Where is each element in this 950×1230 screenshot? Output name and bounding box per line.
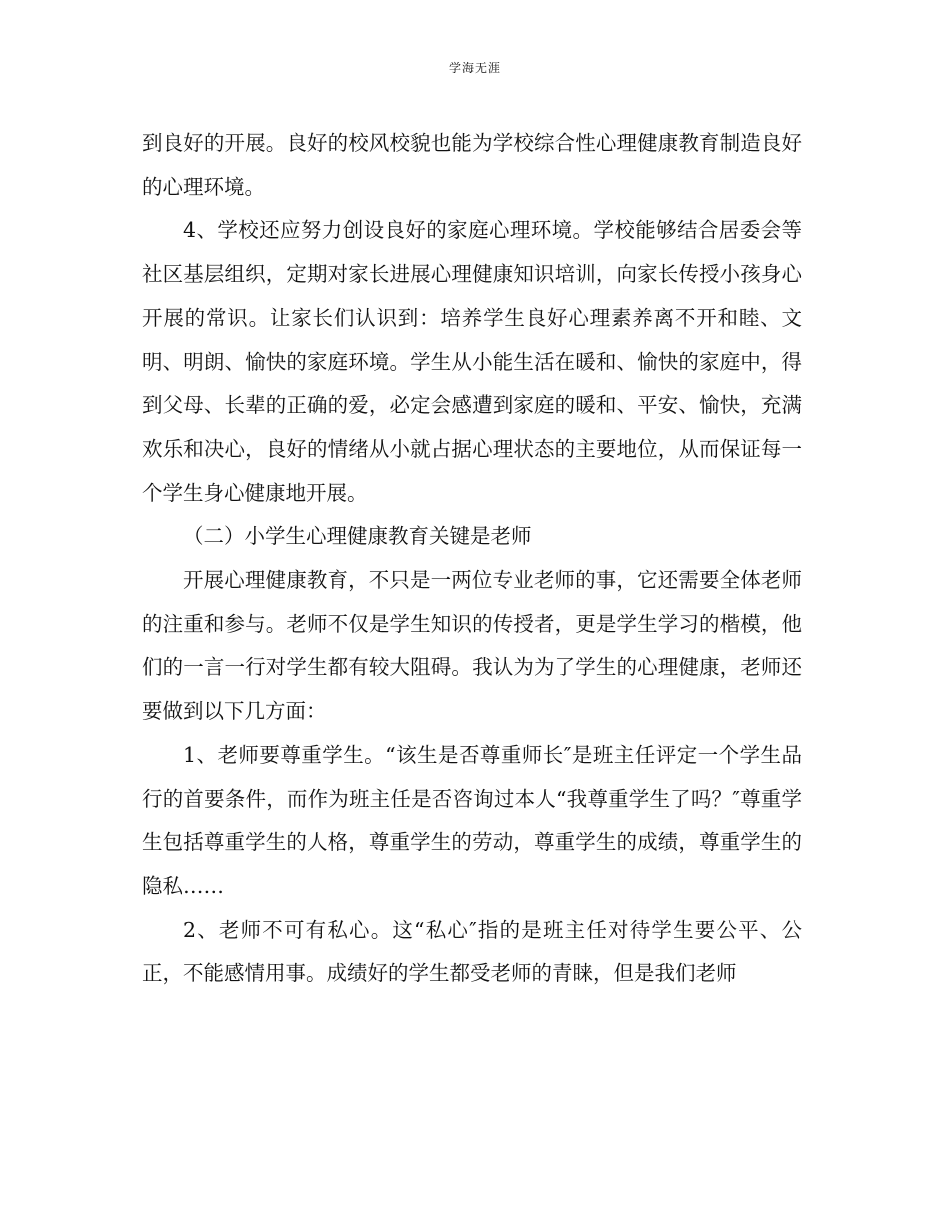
paragraph-5: 2、老师不可有私心。这“私心″指的是班主任对待学生要公平、公正，不能感情用事。成绩好的学生都受老师的青睐，但是我们老师 [142, 917, 802, 986]
paragraph-2: 4、学校还应努力创设良好的家庭心理环境。学校能够结合居委会等社区基层组织，定期对家长进展心理健康知识培训，向家长传授小孩身心开展的常识。让家长们认识到：培养学生良好心理素养离不开和睦、文明、明朗、愉快的家庭环境。学生从小能生活在暖和、愉快的家庭中，得到父母、长辈的正确的爱，必定会感遭到家庭的暖和、平安、愉快，充满欢乐和决心，良好的情绪从小就占据心理状态的主要地位，从而保证每一个学生身心健康地开展。 [142, 218, 802, 505]
document-body [142, 122, 802, 996]
section-heading: （二）小学生心理健康教育关键是老师 [183, 524, 532, 549]
paragraph-1: 到良好的开展。良好的校风校貌也能为学校综合性心理健康教育制造良好的心理环境。 [142, 131, 802, 199]
page-header: 学海无涯 [448, 61, 501, 75]
paragraph-4: 1、老师要尊重学生。“该生是否尊重师长″是班主任评定一个学生品行的首要条件，而作为班主任是否咨询过本人“我尊重学生了吗？″尊重学生包括尊重学生的人格，尊重学生的劳动，尊重学生的成绩，尊重学生的隐私…… [142, 742, 802, 898]
paragraph-3: 开展心理健康教育，不只是一两位专业老师的事，它还需要全体老师的注重和参与。老师不仅是学生知识的传授者，更是学生学习的楷模，他们的一言一行对学生都有较大阻碍。我认为为了学生的心理健康，老师还要做到以下几方面： [142, 568, 802, 724]
